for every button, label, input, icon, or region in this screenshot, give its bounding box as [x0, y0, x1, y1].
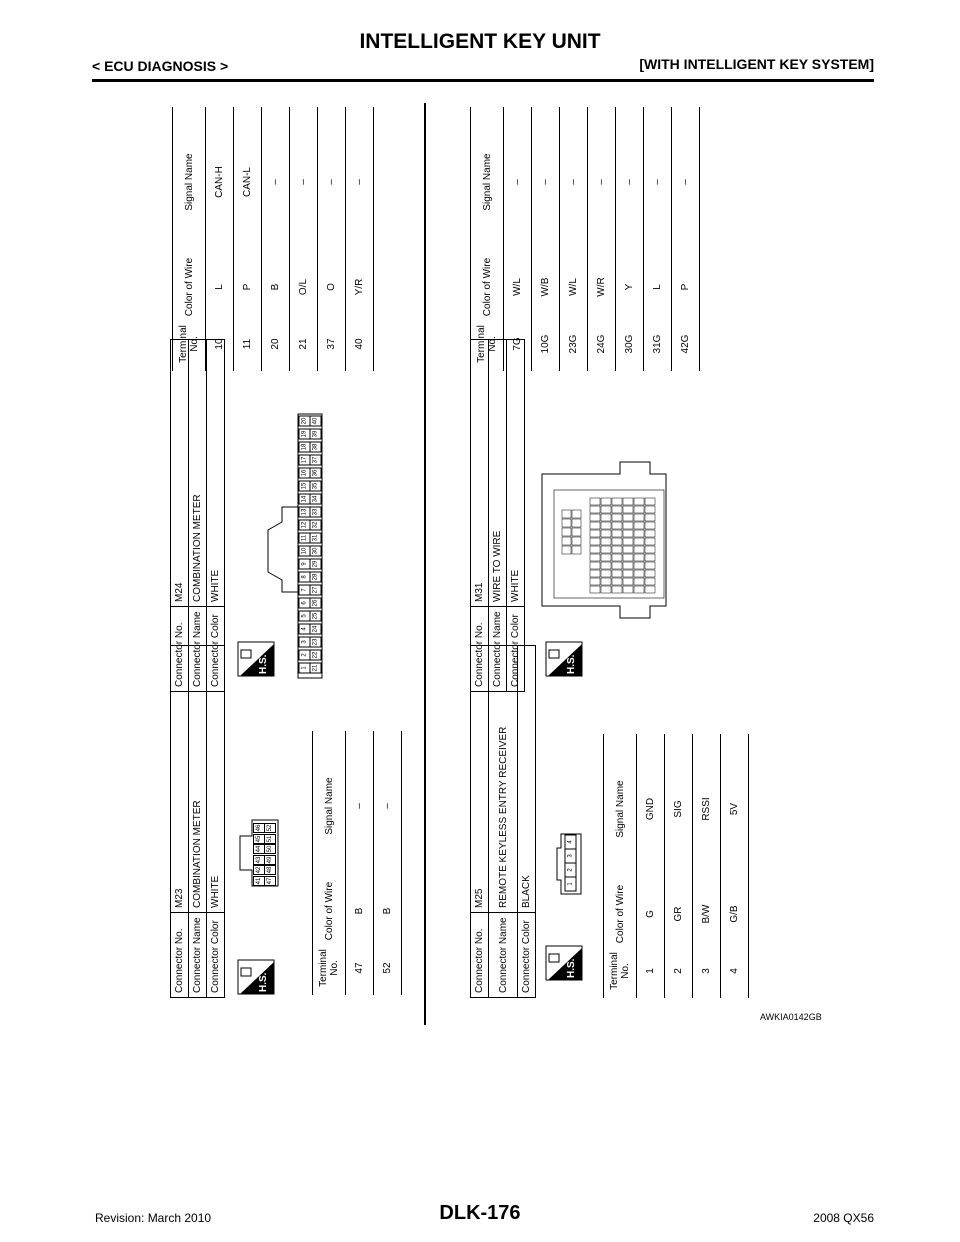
m31-signal-table: Terminal No. Color of Wire Signal Name 7G W/L – 10G W/B – 23G W/L – 24G W/R – 30G Y – 31G L – 42G P –	[470, 107, 700, 371]
terminal-cavity	[590, 562, 600, 569]
terminal-cavity	[645, 514, 655, 521]
terminal-pin: 1	[299, 663, 311, 674]
terminal-cavity	[612, 498, 622, 505]
terminal-cavity	[612, 578, 622, 585]
terminal-cavity	[623, 554, 633, 561]
terminal-cavity	[590, 506, 600, 513]
terminal-cavity	[645, 562, 655, 569]
terminal-cavity	[623, 562, 633, 569]
terminal-cavity	[645, 586, 655, 593]
terminal-cavity	[562, 528, 571, 536]
terminal-cavity	[612, 538, 622, 545]
terminal-pin: 3	[299, 637, 311, 648]
terminal-cavity	[612, 522, 622, 529]
terminal-cavity	[645, 530, 655, 537]
terminal-pin: 35	[310, 481, 322, 492]
svg-text:H.S.: H.S.	[566, 958, 577, 978]
terminal-cavity	[623, 586, 633, 593]
terminal-cavity	[634, 578, 644, 585]
terminal-cavity	[590, 554, 600, 561]
terminal-cavity	[572, 519, 581, 527]
terminal-pin: 52	[264, 823, 276, 833]
m24-connector-diagram	[262, 412, 324, 680]
terminal-cavity	[634, 586, 644, 593]
terminal-cavity	[645, 506, 655, 513]
m31-connector-diagram	[538, 460, 670, 620]
terminal-cavity	[590, 514, 600, 521]
terminal-pin: 49	[264, 855, 276, 865]
terminal-cavity	[601, 506, 611, 513]
svg-text:H.S.: H.S.	[258, 972, 269, 992]
terminal-cavity	[572, 537, 581, 545]
harness-side-icon	[544, 944, 584, 987]
terminal-cavity	[590, 586, 600, 593]
terminal-cavity	[645, 554, 655, 561]
terminal-pin: 43	[253, 855, 265, 865]
terminal-cavity	[623, 506, 633, 513]
m25-signal-table: Terminal No. Color of Wire Signal Name 1 G GND 2 GR SIG 3 B/W RSSI 4 G/B 5V	[603, 734, 749, 998]
terminal-pin: 4	[299, 624, 311, 635]
terminal-cavity	[645, 570, 655, 577]
terminal-pin: 3	[565, 849, 577, 864]
terminal-pin: 13	[299, 507, 311, 518]
terminal-pin: 10	[299, 546, 311, 557]
terminal-pin: 48	[264, 865, 276, 875]
terminal-cavity	[601, 578, 611, 585]
harness-side-icon	[544, 640, 584, 683]
terminal-cavity	[572, 510, 581, 518]
page-number: DLK-176	[439, 1202, 521, 1224]
m25-connector-diagram	[555, 832, 583, 896]
terminal-pin: 2	[565, 863, 577, 878]
terminal-cavity	[601, 562, 611, 569]
terminal-cavity	[623, 570, 633, 577]
terminal-pin: 39	[310, 429, 322, 440]
m23-info-table: Connector No. M23 Connector Name COMBINATION METER Connector Color WHITE	[170, 645, 225, 998]
terminal-pin: 24	[310, 624, 322, 635]
terminal-pin: 16	[299, 468, 311, 479]
terminal-pin: 17	[299, 455, 311, 466]
terminal-pin: 22	[310, 650, 322, 661]
terminal-pin: 30	[310, 546, 322, 557]
terminal-cavity	[623, 538, 633, 545]
terminal-pin: 32	[310, 520, 322, 531]
terminal-pin: 51	[264, 834, 276, 844]
terminal-cavity	[634, 506, 644, 513]
terminal-cavity	[601, 530, 611, 537]
terminal-cavity	[634, 530, 644, 537]
svg-text:H.S.: H.S.	[258, 654, 269, 674]
terminal-cavity	[612, 586, 622, 593]
terminal-pin: 1	[565, 877, 577, 892]
terminal-cavity	[623, 530, 633, 537]
terminal-pin: 29	[310, 559, 322, 570]
terminal-pin: 4	[565, 835, 577, 850]
terminal-cavity	[645, 538, 655, 545]
terminal-cavity	[612, 546, 622, 553]
terminal-cavity	[612, 530, 622, 537]
terminal-pin: 40	[310, 416, 322, 427]
terminal-cavity	[612, 570, 622, 577]
terminal-cavity	[562, 546, 571, 554]
terminal-cavity	[601, 546, 611, 553]
terminal-pin: 44	[253, 844, 265, 854]
revision-date: Revision: March 2010	[95, 1211, 212, 1225]
terminal-pin: 50	[264, 844, 276, 854]
page-title: INTELLIGENT KEY UNIT	[359, 30, 601, 53]
terminal-cavity	[634, 570, 644, 577]
terminal-cavity	[572, 528, 581, 536]
terminal-cavity	[645, 578, 655, 585]
figure-id: AWKIA0142GB	[760, 1012, 822, 1022]
terminal-pin: 45	[253, 834, 265, 844]
terminal-pin: 36	[310, 468, 322, 479]
terminal-cavity	[645, 522, 655, 529]
terminal-cavity	[590, 546, 600, 553]
terminal-cavity	[623, 578, 633, 585]
terminal-cavity	[572, 546, 581, 554]
terminal-pin: 23	[310, 637, 322, 648]
section-label: < ECU DIAGNOSIS >	[92, 58, 229, 74]
terminal-cavity	[562, 537, 571, 545]
m23-signal-table: Terminal No. Color of Wire Signal Name 47 B – 52 B –	[312, 731, 402, 995]
terminal-cavity	[634, 522, 644, 529]
center-divider	[424, 103, 426, 1025]
m24-info-table: Connector No. M24 Connector Name COMBINATION METER Connector Color WHITE	[170, 339, 225, 692]
terminal-cavity	[634, 562, 644, 569]
terminal-pin: 8	[299, 572, 311, 583]
terminal-pin: 31	[310, 533, 322, 544]
terminal-pin: 14	[299, 494, 311, 505]
terminal-pin: 33	[310, 507, 322, 518]
terminal-cavity	[590, 522, 600, 529]
terminal-cavity	[601, 538, 611, 545]
terminal-pin: 2	[299, 650, 311, 661]
terminal-pin: 12	[299, 520, 311, 531]
terminal-cavity	[634, 498, 644, 505]
terminal-cavity	[645, 498, 655, 505]
terminal-cavity	[612, 562, 622, 569]
m25-info-table: Connector No. M25 Connector Name REMOTE KEYLESS ENTRY RECEIVER Connector Color BLACK	[470, 645, 536, 998]
m23-connector-diagram	[238, 818, 280, 888]
terminal-cavity	[562, 510, 571, 518]
system-label: [WITH INTELLIGENT KEY SYSTEM]	[639, 56, 874, 72]
terminal-cavity	[623, 498, 633, 505]
terminal-pin: 15	[299, 481, 311, 492]
terminal-cavity	[623, 514, 633, 521]
terminal-pin: 11	[299, 533, 311, 544]
terminal-pin: 18	[299, 442, 311, 453]
terminal-pin: 46	[253, 823, 265, 833]
harness-side-icon	[236, 958, 276, 1001]
terminal-cavity	[612, 506, 622, 513]
terminal-pin: 25	[310, 611, 322, 622]
terminal-pin: 19	[299, 429, 311, 440]
terminal-pin: 34	[310, 494, 322, 505]
terminal-pin: 6	[299, 598, 311, 609]
terminal-cavity	[601, 522, 611, 529]
header-rule	[92, 79, 874, 82]
terminal-cavity	[634, 554, 644, 561]
terminal-cavity	[601, 554, 611, 561]
terminal-pin: 27	[310, 585, 322, 596]
terminal-pin: 21	[310, 663, 322, 674]
terminal-pin: 37	[310, 455, 322, 466]
terminal-cavity	[590, 538, 600, 545]
terminal-cavity	[601, 514, 611, 521]
terminal-pin: 20	[299, 416, 311, 427]
m31-info-table: Connector No. M31 Connector Name WIRE TO WIRE Connector Color WHITE	[470, 339, 525, 692]
terminal-cavity	[623, 522, 633, 529]
terminal-cavity	[590, 530, 600, 537]
terminal-cavity	[612, 514, 622, 521]
terminal-pin: 41	[253, 876, 265, 886]
terminal-pin: 7	[299, 585, 311, 596]
terminal-cavity	[645, 546, 655, 553]
terminal-cavity	[612, 554, 622, 561]
terminal-cavity	[562, 519, 571, 527]
terminal-pin: 26	[310, 598, 322, 609]
terminal-pin: 38	[310, 442, 322, 453]
terminal-pin: 9	[299, 559, 311, 570]
terminal-cavity	[590, 570, 600, 577]
m24-signal-table: Terminal No. Color of Wire Signal Name 10 L CAN-H 11 P CAN-L 20 B – 21 O/L – 37 O – 40 Y/R –	[172, 107, 374, 371]
terminal-pin: 47	[264, 876, 276, 886]
terminal-cavity	[590, 578, 600, 585]
svg-text:H.S.: H.S.	[566, 654, 577, 674]
model-year: 2008 QX56	[813, 1211, 874, 1225]
terminal-cavity	[634, 538, 644, 545]
terminal-pin: 28	[310, 572, 322, 583]
terminal-pin: 5	[299, 611, 311, 622]
terminal-cavity	[634, 546, 644, 553]
terminal-cavity	[590, 498, 600, 505]
terminal-cavity	[601, 586, 611, 593]
terminal-cavity	[634, 514, 644, 521]
terminal-pin: 42	[253, 865, 265, 875]
terminal-cavity	[601, 570, 611, 577]
terminal-cavity	[623, 546, 633, 553]
terminal-cavity	[601, 498, 611, 505]
